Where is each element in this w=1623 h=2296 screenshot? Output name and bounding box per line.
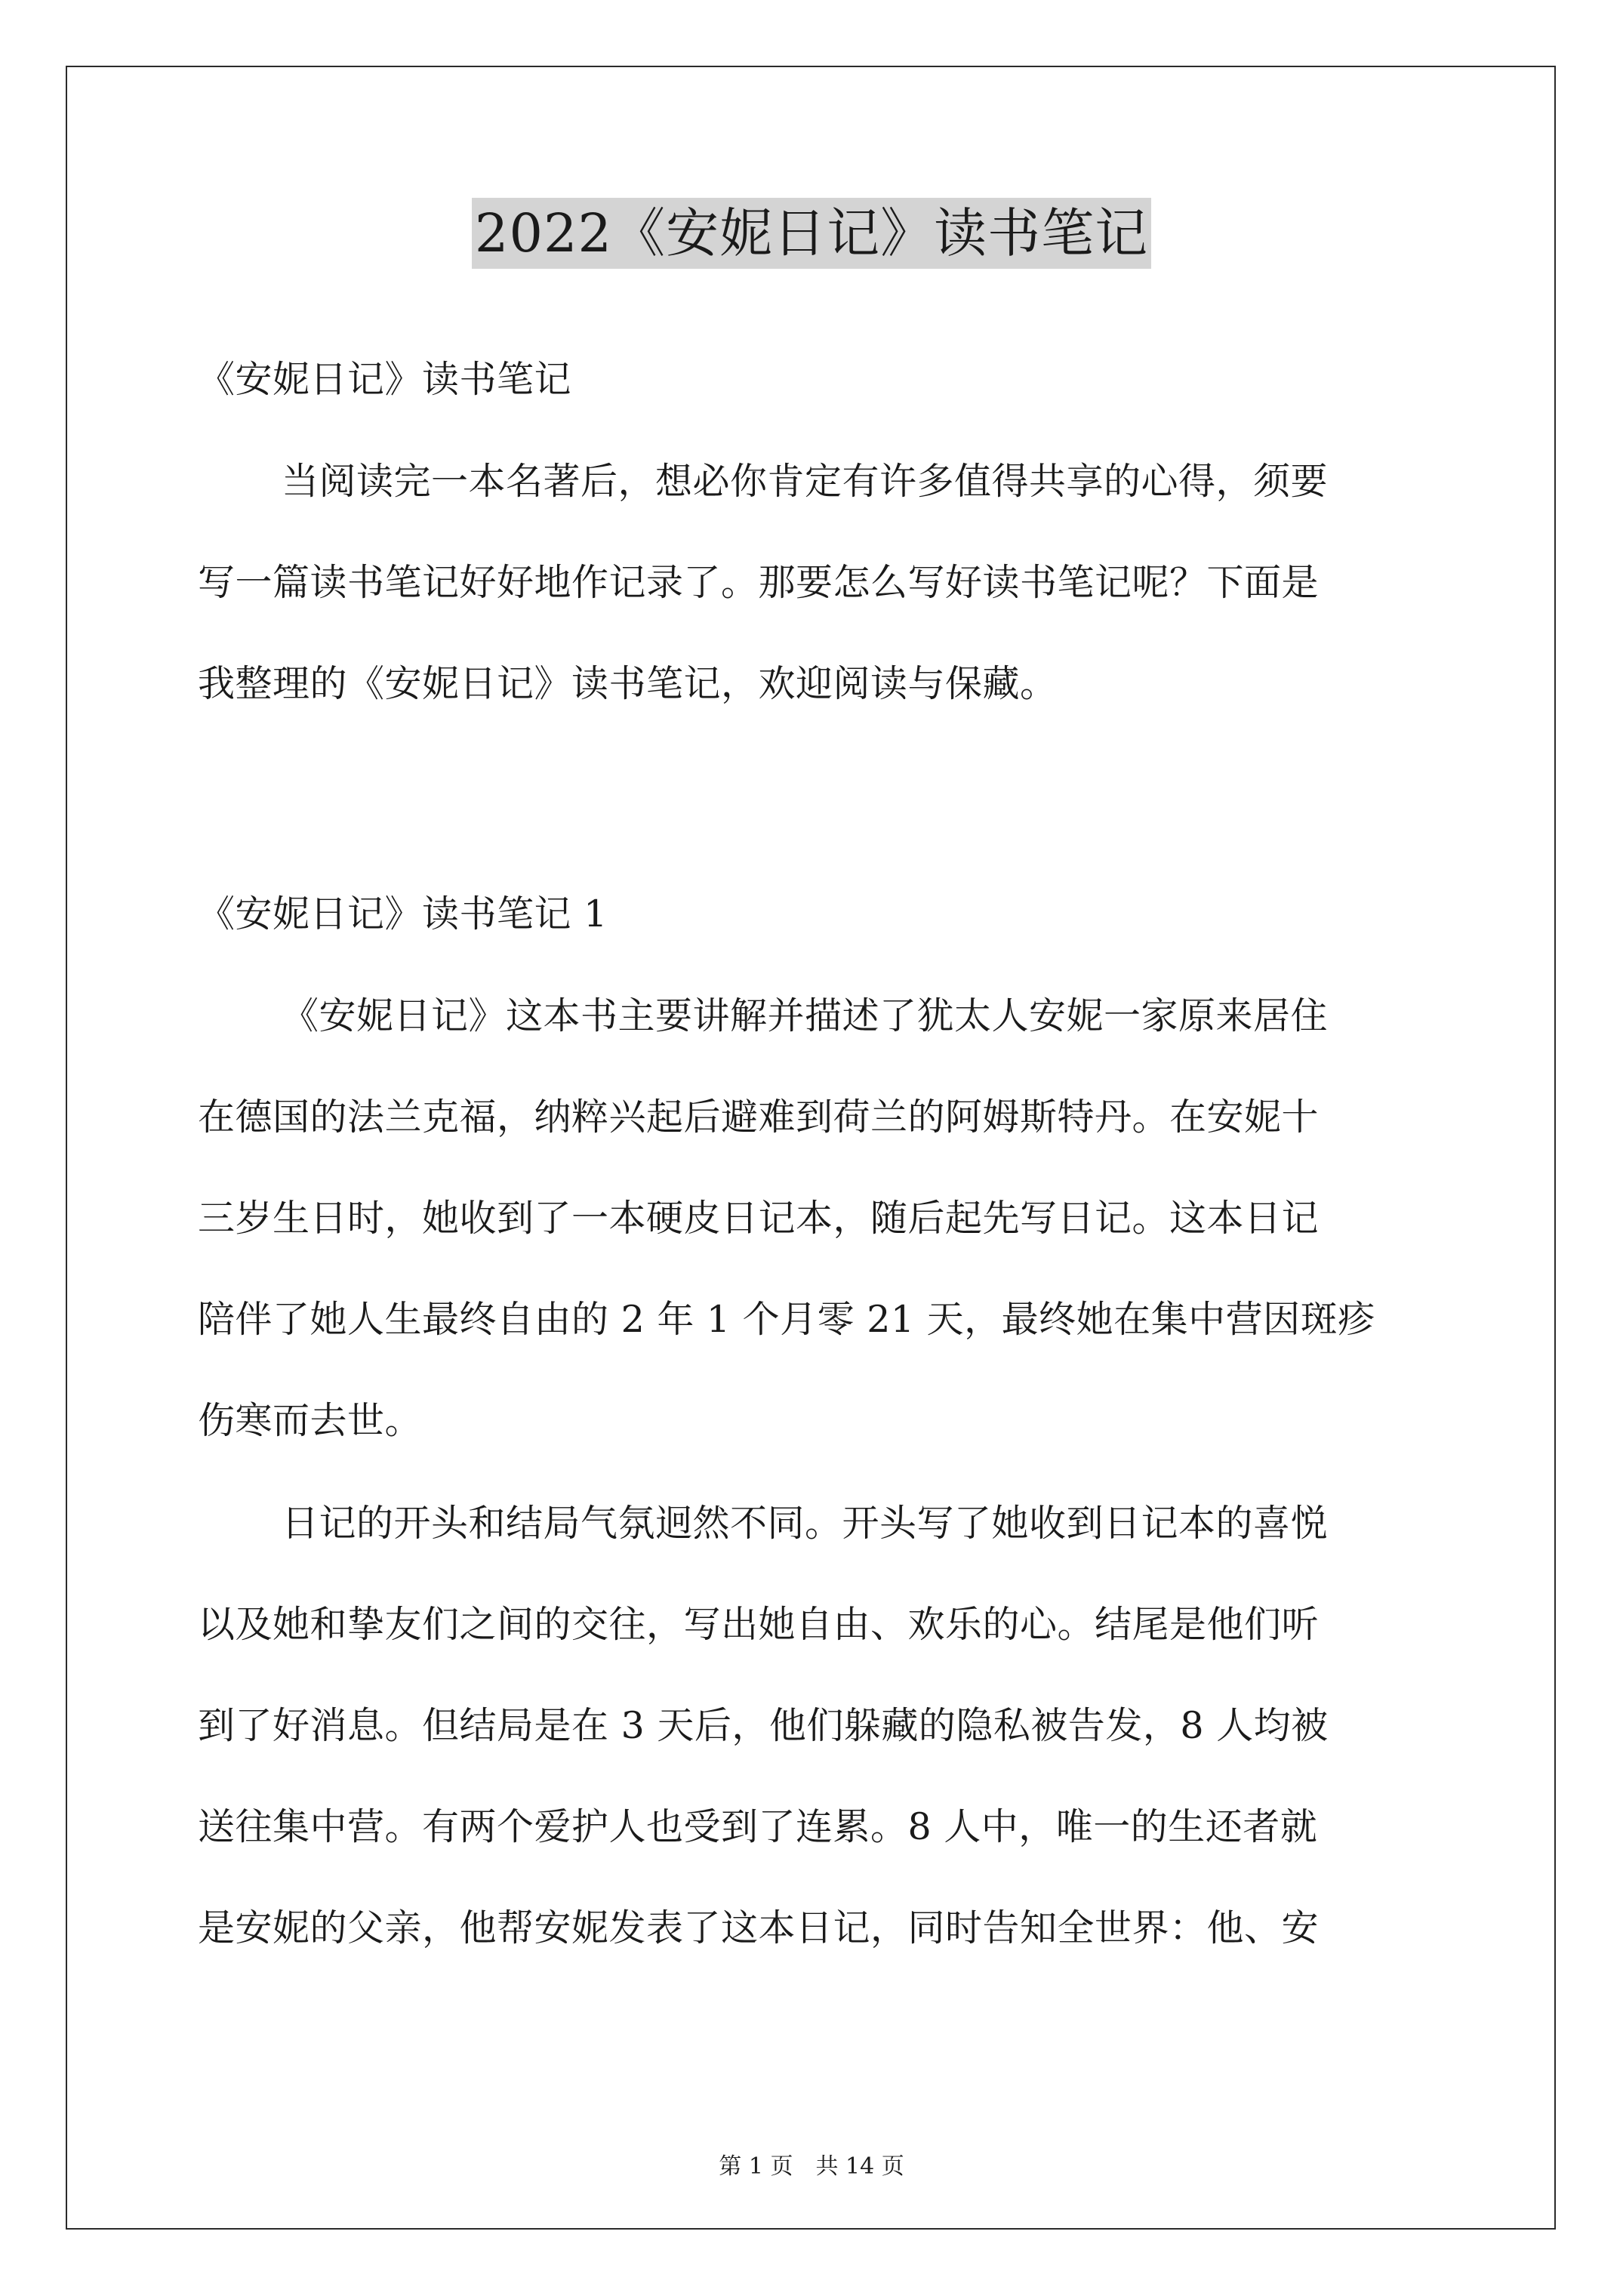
page-footer: 第 1 页 共 14 页	[719, 2153, 904, 2180]
paragraph2-line-1: 日记的开头和结局气氛迥然不同。开头写了她收到日记本的喜悦	[282, 1502, 1329, 1545]
section-heading: 《安妮日记》读书笔记 1	[198, 892, 608, 935]
intro-line-1: 当阅读完一本名著后，想必你肯定有许多值得共享的心得，须要	[282, 460, 1329, 503]
document-title: 2022《安妮日记》读书笔记	[472, 198, 1151, 269]
paragraph1-line-3: 三岁生日时，她收到了一本硬皮日记本，随后起先写日记。这本日记	[198, 1197, 1320, 1240]
title-container	[0, 198, 1623, 269]
paragraph1-line-2: 在德国的法兰克福，纳粹兴起后避难到荷兰的阿姆斯特丹。在安妮十	[198, 1096, 1320, 1139]
paragraph2-line-3: 到了好消息。但结局是在 3 天后，他们躲藏的隐私被告发，8 人均被	[198, 1704, 1329, 1747]
paragraph2-line-4: 送往集中营。有两个爱护人也受到了连累。8 人中，唯一的生还者就	[198, 1805, 1318, 1848]
paragraph1-line-1: 《安妮日记》这本书主要讲解并描述了犹太人安妮一家原来居住	[282, 994, 1329, 1037]
intro-line-3: 我整理的《安妮日记》读书笔记，欢迎阅读与保藏。	[198, 662, 1058, 705]
document-subtitle: 《安妮日记》读书笔记	[198, 358, 572, 401]
paragraph1-line-4: 陪伴了她人生最终自由的 2 年 1 个月零 21 天，最终她在集中营因斑疹	[198, 1298, 1375, 1341]
paragraph2-line-5: 是安妮的父亲，他帮安妮发表了这本日记，同时告知全世界：他、安	[198, 1906, 1320, 1949]
intro-line-2: 写一篇读书笔记好好地作记录了。那要怎么写好读书笔记呢？下面是	[198, 561, 1320, 604]
paragraph1-line-5: 伤寒而去世。	[198, 1399, 423, 1442]
paragraph2-line-2: 以及她和挚友们之间的交往，写出她自由、欢乐的心。结尾是他们听	[198, 1603, 1320, 1646]
